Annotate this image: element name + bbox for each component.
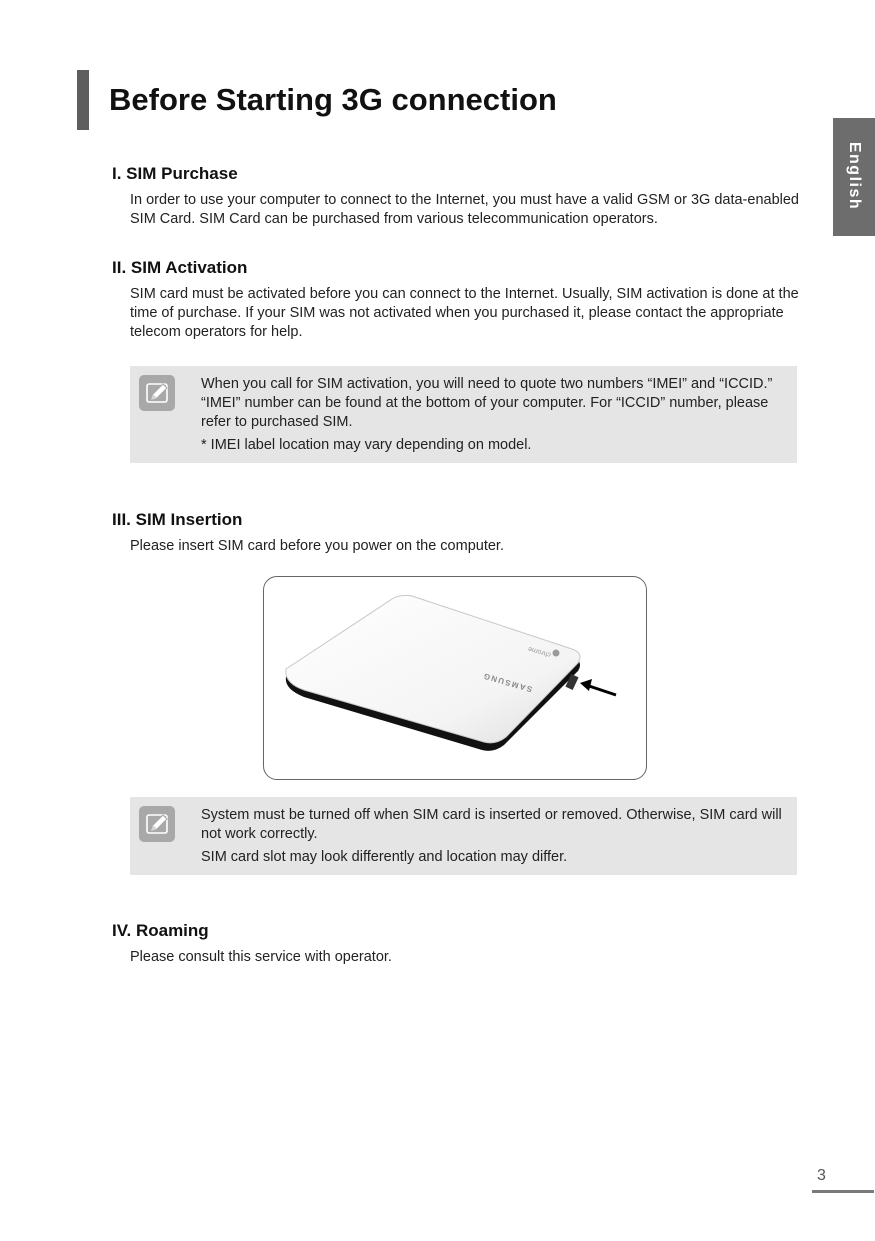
section-body-sim-purchase: In order to use your computer to connect to the Internet, you must have a valid GSM or 3G data-enabled SIM Card. SIM Card can be purchased from various telecommunication operators. <box>130 192 799 227</box>
pencil-note-icon <box>139 806 175 842</box>
language-tab-label: English <box>846 141 863 211</box>
note-text <box>201 375 791 455</box>
note-line: * IMEI label location may vary depending on model. <box>201 437 532 453</box>
arrow-icon <box>586 685 616 695</box>
pencil-note-icon <box>139 375 175 411</box>
note-box-insertion <box>130 797 797 875</box>
chrome-logo-icon <box>553 650 560 657</box>
note-text <box>201 806 791 867</box>
page-number: 3 <box>817 1167 826 1184</box>
section-heading-sim-purchase: I. SIM Purchase <box>112 164 238 183</box>
section-heading-sim-insertion: III. SIM Insertion <box>112 510 243 529</box>
section-body-roaming: Please consult this service with operator. <box>130 949 392 965</box>
note-line: System must be turned off when SIM card is inserted or removed. Otherwise, SIM card will not work correctly. <box>201 807 782 842</box>
laptop-os-label: chrome <box>527 644 552 659</box>
note-line: When you call for SIM activation, you will need to quote two numbers “IMEI” and “ICCID.” “IMEI” number can be found at the bottom of your computer. For “ICCID” number, please refer to purchased SIM. <box>201 376 773 430</box>
section-heading-sim-activation: II. SIM Activation <box>112 258 248 277</box>
laptop-brand-label: SAMSUNG <box>481 670 534 694</box>
page-title: Before Starting 3G connection <box>109 82 557 117</box>
laptop-sim-slot-figure <box>263 576 647 780</box>
note-box-activation <box>130 366 797 463</box>
title-accent-bar <box>77 70 89 130</box>
section-body-sim-activation: SIM card must be activated before you can connect to the Internet. Usually, SIM activation is done at the time of purchase. If your SIM was not activated when you purchased it, please contact the appropriate telecom operators for help. <box>130 286 799 340</box>
section-heading-roaming: IV. Roaming <box>112 921 209 940</box>
note-line: SIM card slot may look differently and location may differ. <box>201 849 568 865</box>
footer-rule <box>812 1190 874 1193</box>
section-body-sim-insertion: Please insert SIM card before you power on the computer. <box>130 538 504 554</box>
laptop-lid <box>286 595 580 742</box>
